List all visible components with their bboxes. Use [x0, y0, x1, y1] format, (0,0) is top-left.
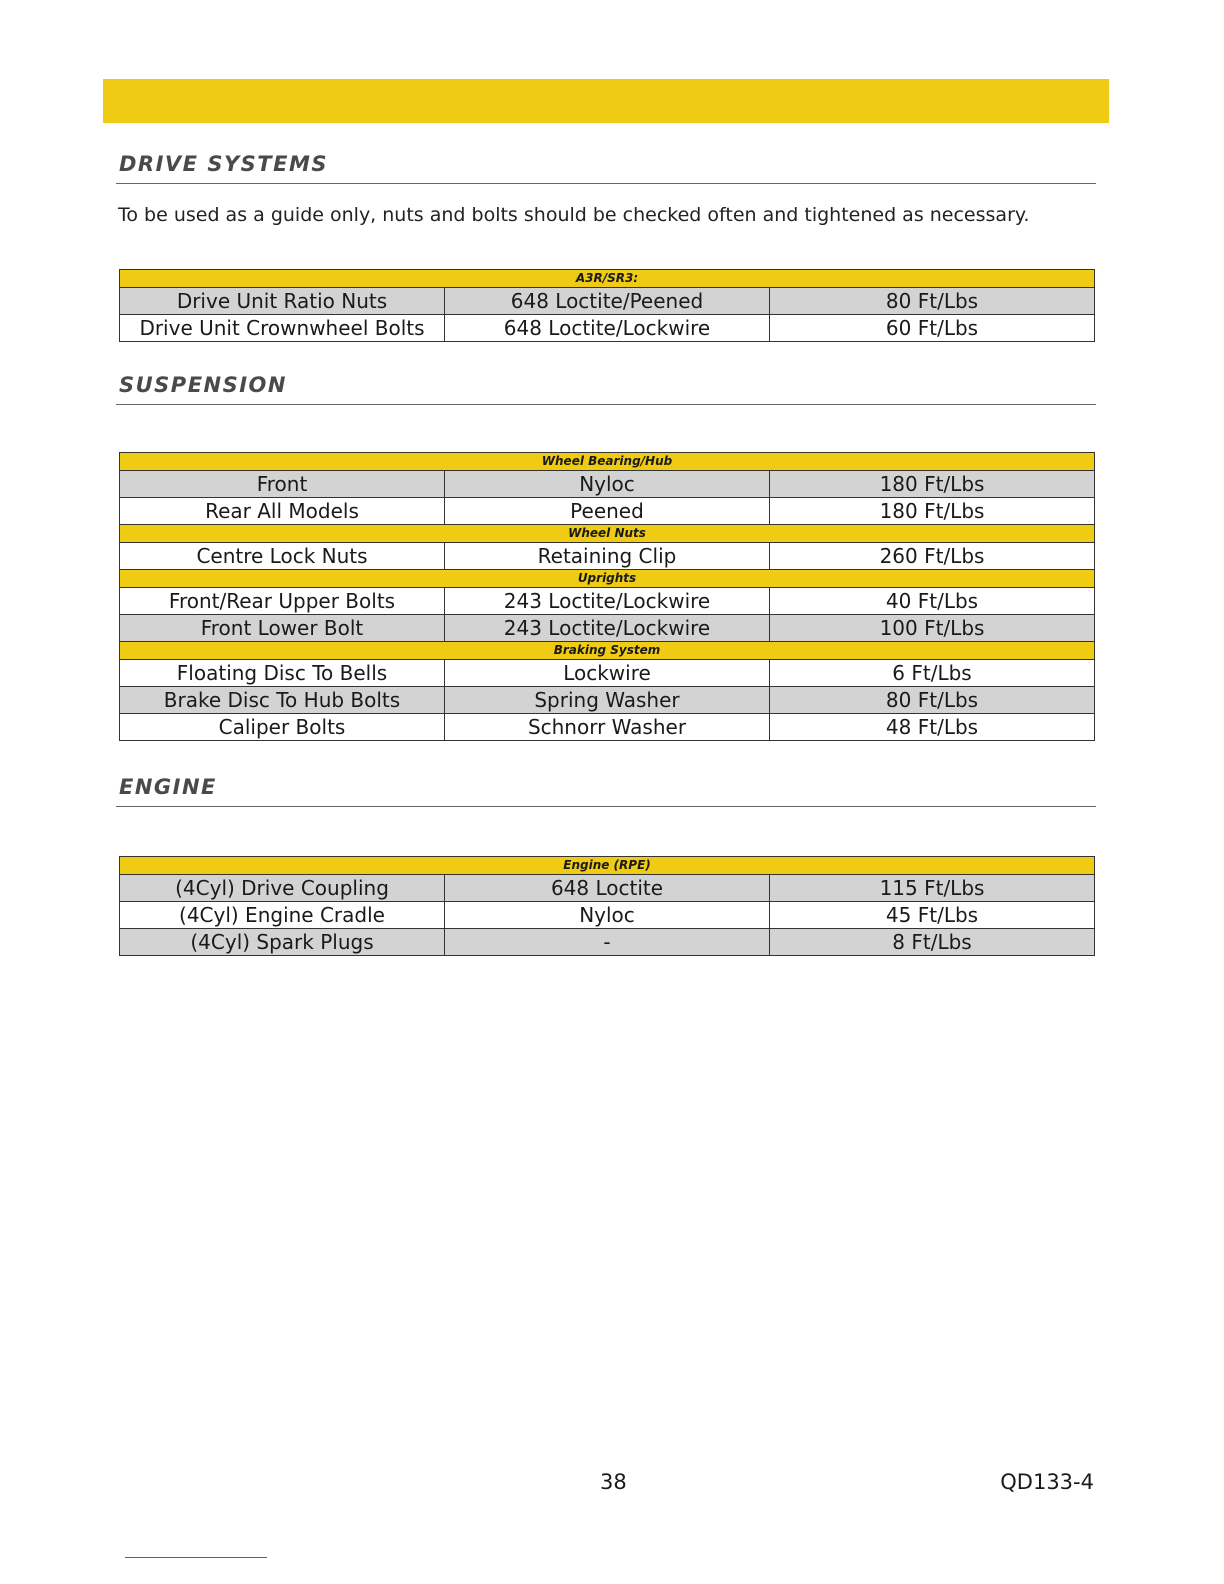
table-group-header: Uprights: [120, 570, 1095, 588]
table-row: Caliper Bolts Schnorr Washer 48 Ft/Lbs: [120, 714, 1095, 741]
table-group-header: Engine (RPE): [120, 857, 1095, 875]
table-row: (4Cyl) Drive Coupling 648 Loctite 115 Ft/Lbs: [120, 875, 1095, 902]
table-row: Brake Disc To Hub Bolts Spring Washer 80 Ft/Lbs: [120, 687, 1095, 714]
link-underline: [125, 1557, 267, 1558]
section-divider: [116, 183, 1096, 184]
table-row: Front Nyloc 180 Ft/Lbs: [120, 471, 1095, 498]
table-row: Rear All Models Peened 180 Ft/Lbs: [120, 498, 1095, 525]
table-group-header: Braking System: [120, 642, 1095, 660]
section-title-suspension: SUSPENSION: [119, 373, 287, 397]
table-row: Floating Disc To Bells Lockwire 6 Ft/Lbs: [120, 660, 1095, 687]
document-code: QD133-4: [1000, 1470, 1094, 1494]
table-row: Front/Rear Upper Bolts 243 Loctite/Lockwire 40 Ft/Lbs: [120, 588, 1095, 615]
table-group-header: Wheel Bearing/Hub: [120, 453, 1095, 471]
table-group-header: A3R/SR3:: [120, 270, 1095, 288]
page-number: 38: [600, 1470, 627, 1494]
drive-systems-table: [119, 269, 1095, 342]
engine-table: [119, 856, 1095, 956]
section-divider: [116, 404, 1096, 405]
section-title-engine: ENGINE: [119, 775, 217, 799]
section-divider: [116, 806, 1096, 807]
section-title-drive-systems: DRIVE SYSTEMS: [119, 152, 328, 176]
table-row: (4Cyl) Engine Cradle Nyloc 45 Ft/Lbs: [120, 902, 1095, 929]
table-row: Drive Unit Ratio Nuts 648 Loctite/Peened 80 Ft/Lbs: [120, 288, 1095, 315]
table-group-header: Wheel Nuts: [120, 525, 1095, 543]
header-banner: [103, 79, 1109, 123]
table-row: (4Cyl) Spark Plugs - 8 Ft/Lbs: [120, 929, 1095, 956]
table-row: Drive Unit Crownwheel Bolts 648 Loctite/Lockwire 60 Ft/Lbs: [120, 315, 1095, 342]
intro-text: To be used as a guide only, nuts and bolts should be checked often and tightened as necessary.: [118, 204, 1030, 226]
suspension-table: [119, 452, 1095, 741]
table-row: Front Lower Bolt 243 Loctite/Lockwire 100 Ft/Lbs: [120, 615, 1095, 642]
table-row: Centre Lock Nuts Retaining Clip 260 Ft/Lbs: [120, 543, 1095, 570]
